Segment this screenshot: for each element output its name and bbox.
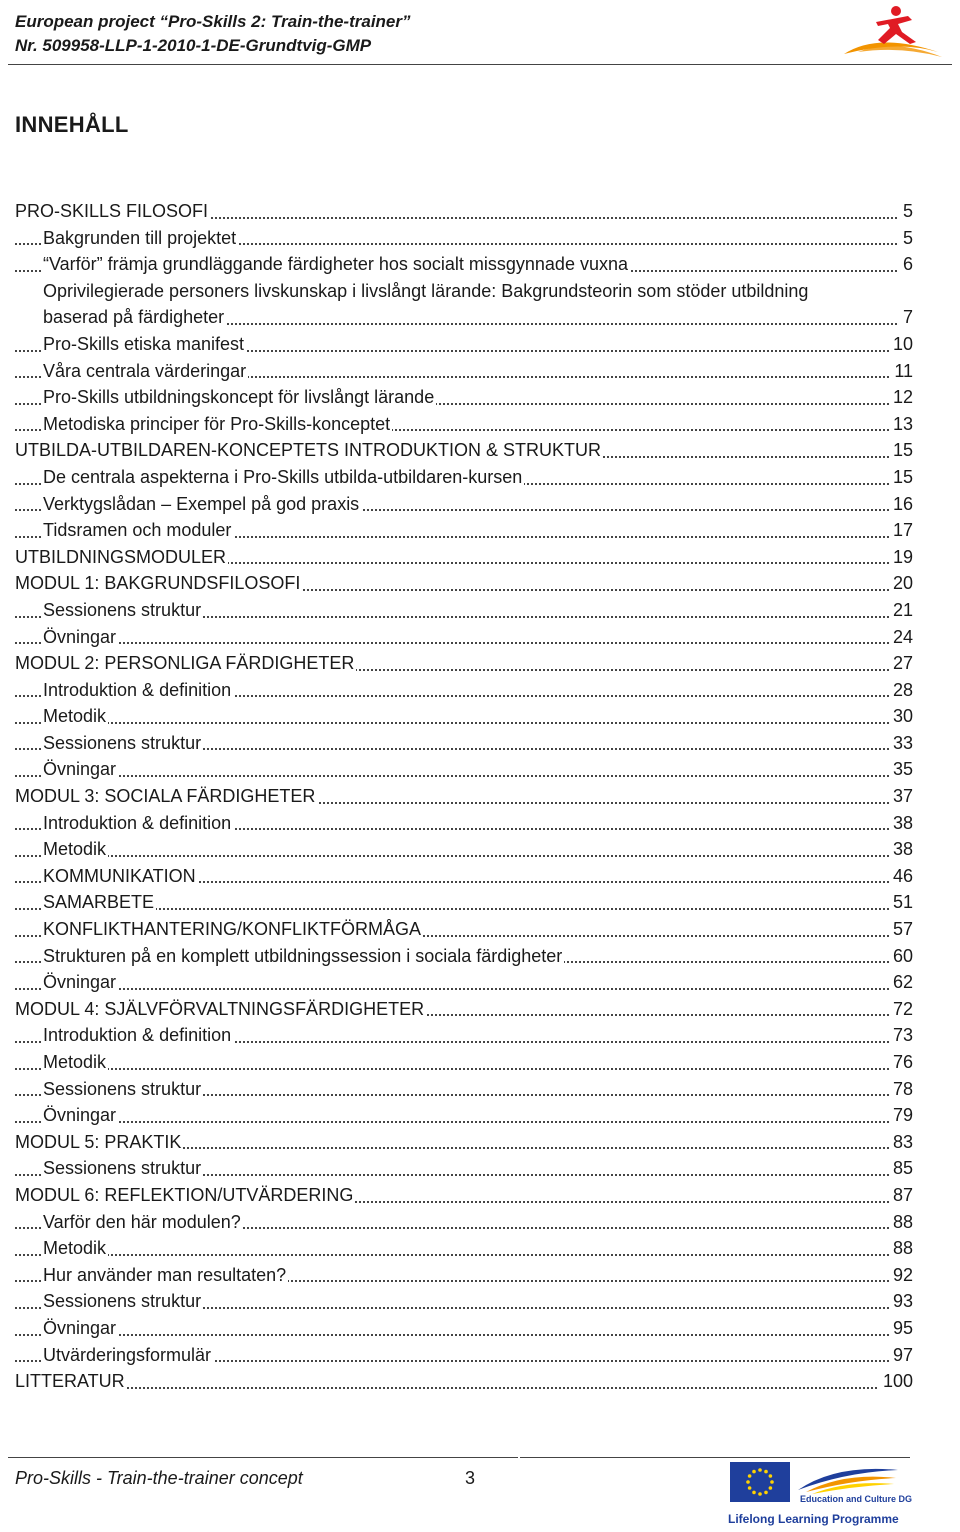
toc-entry-title: Metodik	[43, 706, 107, 727]
toc-entry-page: 15	[889, 437, 913, 464]
table-of-contents	[15, 198, 913, 1395]
toc-entry[interactable]	[15, 996, 913, 1023]
toc-entry[interactable]	[15, 1262, 913, 1289]
eu-star-icon	[770, 1480, 774, 1484]
toc-entry-page: 17	[889, 517, 913, 544]
toc-entry-page: 12	[889, 384, 913, 411]
toc-entry[interactable]	[15, 570, 913, 597]
toc-entry-page: 38	[889, 810, 913, 837]
toc-entry-title: MODUL 4: SJÄLVFÖRVALTNINGSFÄRDIGHETER	[15, 998, 425, 1019]
toc-entry-page: 83	[889, 1129, 913, 1156]
llp-label: Lifelong Learning Programme	[728, 1512, 899, 1526]
toc-entry-title: Metodik	[43, 1238, 107, 1259]
toc-entry[interactable]	[15, 331, 913, 358]
toc-entry-title: Utvärderingsformulär	[43, 1344, 212, 1365]
toc-entry-title: MODUL 3: SOCIALA FÄRDIGHETER	[15, 786, 316, 807]
project-title-line1: European project “Pro-Skills 2: Train-the-trainer”	[15, 12, 411, 31]
toc-entry-title: Tidsramen och moduler	[43, 520, 232, 541]
toc-entry-page: 28	[889, 677, 913, 704]
toc-entry[interactable]	[15, 544, 913, 571]
toc-entry[interactable]	[15, 411, 913, 438]
toc-entry[interactable]	[15, 517, 913, 544]
toc-entry-title: Varför den här modulen?	[43, 1211, 241, 1232]
toc-entry-page: 5	[899, 198, 913, 225]
eu-star-icon	[769, 1474, 773, 1478]
toc-entry[interactable]	[15, 1315, 913, 1342]
toc-entry-title: Strukturen på en komplett utbildningssession i sociala färdigheter	[43, 945, 563, 966]
toc-entry-page: 5	[899, 225, 913, 252]
toc-entry-title: Övningar	[43, 759, 117, 780]
toc-entry-title: Sessionens struktur	[43, 1291, 202, 1312]
toc-entry-page: 46	[889, 863, 913, 890]
toc-entry[interactable]	[15, 1022, 913, 1049]
toc-entry-title: Sessionens struktur	[43, 732, 202, 753]
eu-star-icon	[758, 1468, 762, 1472]
toc-entry-title: “Varför” främja grundläggande färdigheter hos socialt missgynnade vuxna	[43, 254, 628, 275]
education-culture-dg-logo-icon	[796, 1460, 900, 1496]
toc-entry-page: 38	[889, 836, 913, 863]
toc-entry[interactable]	[15, 358, 913, 385]
eu-star-icon	[764, 1491, 768, 1495]
toc-entry-title: PRO-SKILLS FILOSOFI	[15, 201, 209, 221]
toc-leader-dots	[15, 988, 913, 990]
toc-entry-page: 19	[889, 544, 913, 571]
toc-heading: INNEHÅLL	[15, 112, 129, 137]
toc-entry[interactable]	[15, 916, 913, 943]
toc-entry[interactable]	[15, 730, 913, 757]
toc-entry[interactable]	[15, 783, 913, 810]
toc-leader-dots	[15, 1254, 913, 1256]
toc-entry-title: KONFLIKTHANTERING/KONFLIKTFÖRMÅGA	[43, 919, 422, 940]
toc-entry-title: Våra centrala värderingar	[43, 360, 247, 381]
toc-entry-title: MODUL 1: BAKGRUNDSFILOSOFI	[15, 573, 301, 594]
toc-entry[interactable]	[15, 1049, 913, 1076]
toc-entry-page: 88	[889, 1235, 913, 1262]
toc-entry-title: Oprivilegierade personers livskunskap i livslångt lärande: Bakgrundsteorin som stöder utbildning	[43, 280, 809, 301]
toc-entry-page: 97	[889, 1342, 913, 1369]
toc-entry-title: Pro-Skills etiska manifest	[43, 333, 245, 354]
eu-star-icon	[764, 1470, 768, 1474]
toc-entry-title: MODUL 2: PERSONLIGA FÄRDIGHETER	[15, 653, 355, 674]
toc-entry[interactable]	[15, 384, 913, 411]
toc-entry-page: 100	[879, 1368, 913, 1395]
toc-entry-page: 24	[889, 624, 913, 651]
project-title	[15, 10, 411, 58]
toc-entry-title: De centrala aspekterna i Pro-Skills utbilda-utbildaren-kursen	[43, 466, 523, 487]
toc-entry-title: Sessionens struktur	[43, 1158, 202, 1179]
toc-entry[interactable]	[15, 810, 913, 837]
toc-entry[interactable]	[15, 1368, 913, 1395]
toc-entry-title: MODUL 5: PRAKTIK	[15, 1131, 182, 1152]
toc-entry[interactable]	[15, 1235, 913, 1262]
toc-entry-title: LITTERATUR	[15, 1371, 125, 1392]
toc-leader-dots	[15, 722, 913, 724]
toc-leader-dots	[15, 855, 913, 857]
toc-entry-page: 30	[889, 703, 913, 730]
toc-entry-page: 7	[899, 304, 913, 331]
toc-entry-page: 87	[889, 1182, 913, 1209]
toc-entry[interactable]	[15, 491, 913, 518]
toc-entry-title: Övningar	[43, 972, 117, 993]
toc-entry-title: Introduktion & definition	[43, 679, 232, 700]
toc-entry[interactable]	[15, 278, 913, 331]
toc-entry-page: 76	[889, 1049, 913, 1076]
eu-star-icon	[746, 1480, 750, 1484]
toc-entry-page: 13	[889, 411, 913, 438]
toc-entry-page: 79	[889, 1102, 913, 1129]
toc-entry-page: 95	[889, 1315, 913, 1342]
toc-entry[interactable]	[15, 703, 913, 730]
toc-entry-page: 35	[889, 756, 913, 783]
toc-entry-page: 20	[889, 570, 913, 597]
page-header	[0, 0, 960, 66]
footer-divider	[8, 1457, 518, 1458]
toc-entry[interactable]	[15, 863, 913, 890]
pro-skills-logo-icon	[838, 2, 944, 60]
eu-star-icon	[769, 1486, 773, 1490]
toc-entry-page: 92	[889, 1262, 913, 1289]
header-divider	[8, 64, 952, 65]
toc-entry-title: Metodiska principer för Pro-Skills-konceptet	[43, 413, 391, 434]
toc-entry-title: Hur använder man resultaten?	[43, 1264, 287, 1285]
toc-entry[interactable]	[15, 889, 913, 916]
eu-star-icon	[748, 1474, 752, 1478]
toc-entry-page: 88	[889, 1209, 913, 1236]
toc-entry[interactable]	[15, 650, 913, 677]
toc-entry-page: 33	[889, 730, 913, 757]
toc-leader-dots	[15, 642, 913, 644]
toc-entry-title: KOMMUNIKATION	[43, 865, 196, 886]
toc-entry[interactable]	[15, 437, 913, 464]
toc-entry[interactable]	[15, 464, 913, 491]
toc-entry-title: Introduktion & definition	[43, 812, 232, 833]
toc-entry-title: Sessionens struktur	[43, 1078, 202, 1099]
eu-flag-icon	[730, 1462, 790, 1502]
toc-entry-title: Bakgrunden till projektet	[43, 227, 237, 248]
eu-star-icon	[748, 1486, 752, 1490]
toc-entry[interactable]	[15, 1209, 913, 1236]
edu-culture-label: Education and Culture DG	[800, 1494, 913, 1504]
toc-entry-title: UTBILDA-UTBILDAREN-KONCEPTETS INTRODUKTION & STRUKTUR	[15, 440, 602, 461]
toc-entry[interactable]	[15, 1155, 913, 1182]
page-number: 3	[465, 1468, 476, 1488]
toc-entry[interactable]	[15, 969, 913, 996]
toc-entry-title: Verktygslådan – Exempel på god praxis	[43, 493, 360, 514]
toc-entry[interactable]	[15, 1182, 913, 1209]
toc-entry-page: 85	[889, 1155, 913, 1182]
toc-entry[interactable]	[15, 624, 913, 651]
toc-entry-title: Övningar	[43, 626, 117, 647]
toc-entry-title: Sessionens struktur	[43, 599, 202, 620]
toc-leader-dots	[15, 1068, 913, 1070]
toc-entry[interactable]	[15, 1288, 913, 1315]
toc-entry-title-cont: baserad på färdigheter	[43, 307, 225, 328]
toc-entry-title: UTBILDNINGSMODULER	[15, 546, 227, 567]
toc-entry-title: Övningar	[43, 1105, 117, 1126]
toc-entry-page: 15	[889, 464, 913, 491]
toc-entry-title: Metodik	[43, 1052, 107, 1072]
toc-entry-page: 60	[889, 943, 913, 970]
toc-entry-page: 72	[889, 996, 913, 1023]
toc-entry-page: 62	[889, 969, 913, 996]
toc-entry[interactable]	[15, 597, 913, 624]
toc-entry-page: 57	[889, 916, 913, 943]
toc-entry[interactable]	[15, 225, 913, 252]
toc-entry[interactable]	[15, 677, 913, 704]
toc-entry-page: 10	[889, 331, 913, 358]
project-number: Nr. 509958-LLP-1-2010-1-DE-Grundtvig-GMP	[15, 36, 372, 55]
toc-entry[interactable]	[15, 251, 913, 278]
eu-star-icon	[758, 1492, 762, 1496]
toc-leader-dots	[15, 775, 913, 777]
eu-star-icon	[752, 1470, 756, 1474]
footer-divider-right	[520, 1457, 910, 1458]
toc-entry-title: SAMARBETE	[43, 892, 155, 913]
toc-entry-page: 16	[889, 491, 913, 518]
toc-entry[interactable]	[15, 1102, 913, 1129]
toc-entry-page: 51	[889, 889, 913, 916]
eu-star-icon	[752, 1491, 756, 1495]
toc-entry[interactable]	[15, 756, 913, 783]
toc-entry-title: Introduktion & definition	[43, 1025, 232, 1046]
toc-entry-title: Övningar	[43, 1317, 117, 1338]
footer-title: Pro-Skills - Train-the-trainer concept	[15, 1468, 303, 1488]
toc-entry-page: 21	[889, 597, 913, 624]
toc-entry-title: Pro-Skills utbildningskoncept för livslångt lärande	[43, 387, 435, 408]
toc-entry[interactable]	[15, 1129, 913, 1156]
toc-entry-page: 78	[889, 1076, 913, 1103]
toc-entry-page: 73	[889, 1022, 913, 1049]
toc-entry-title: Metodik	[43, 839, 107, 860]
toc-entry-page: 27	[889, 650, 913, 677]
toc-entry-page: 93	[889, 1288, 913, 1315]
toc-leader-dots	[15, 1387, 913, 1389]
toc-entry-title: MODUL 6: REFLEKTION/UTVÄRDERING	[15, 1184, 354, 1205]
toc-entry-page: 6	[899, 251, 913, 278]
toc-entry[interactable]	[15, 1342, 913, 1369]
toc-leader-dots	[15, 1334, 913, 1336]
toc-entry[interactable]	[15, 836, 913, 863]
toc-entry-page: 11	[890, 358, 913, 385]
toc-entry-page: 37	[889, 783, 913, 810]
toc-entry[interactable]	[15, 943, 913, 970]
toc-entry[interactable]	[15, 198, 913, 225]
toc-leader-dots	[15, 1121, 913, 1123]
toc-entry[interactable]	[15, 1076, 913, 1103]
